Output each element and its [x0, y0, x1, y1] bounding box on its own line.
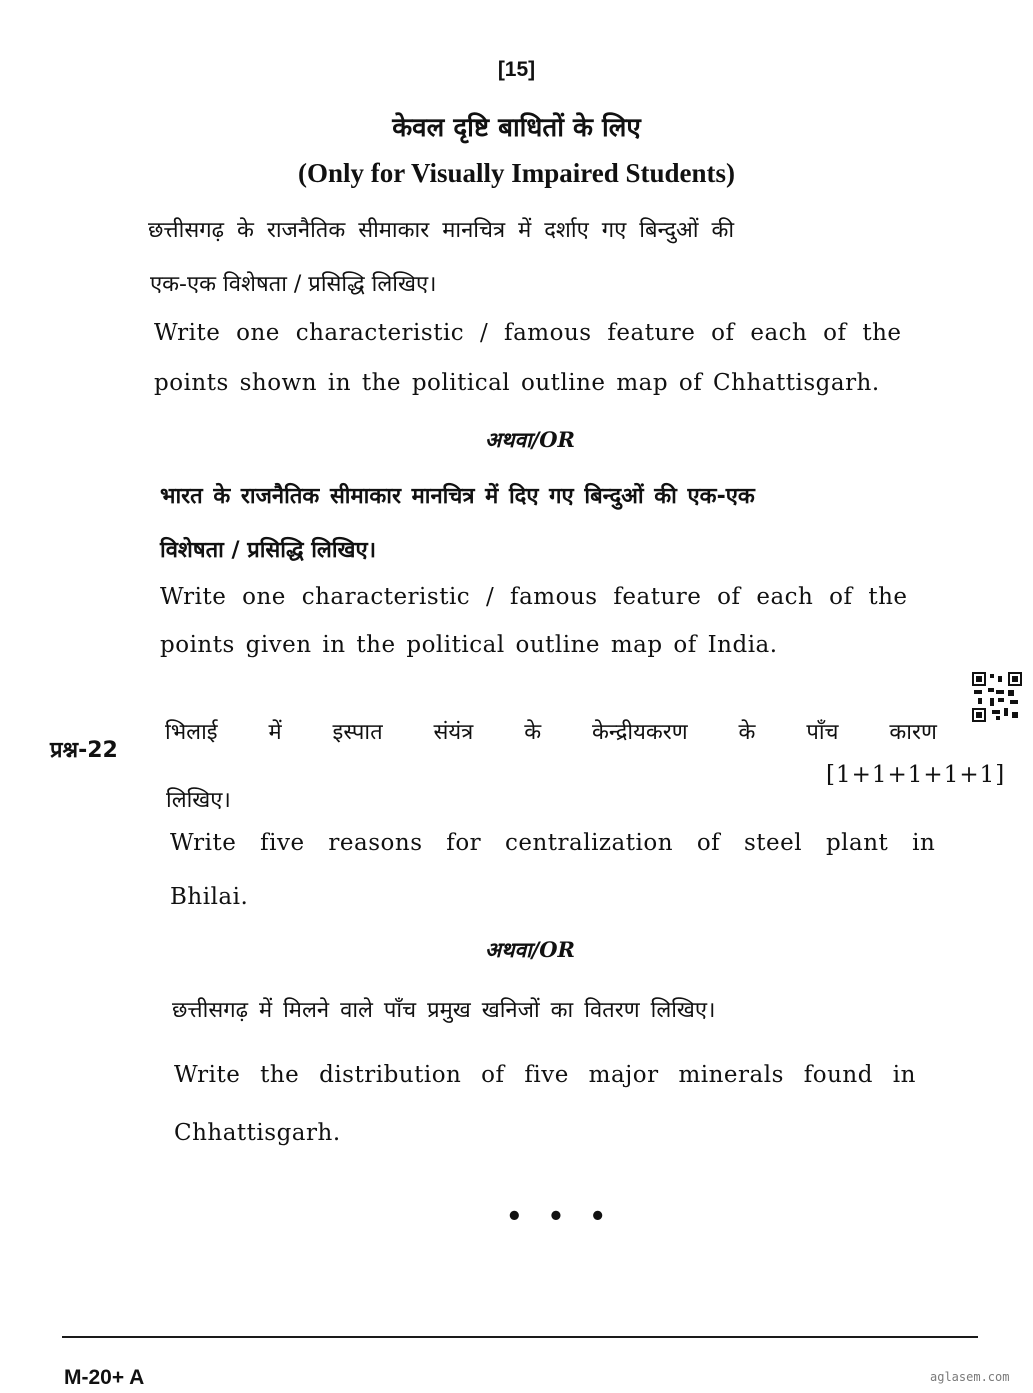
q21-alt-english-line-2: points given in the political outline map of India.: [160, 632, 778, 658]
qr-code-icon: [972, 672, 1022, 722]
q22-word: इस्पात: [332, 720, 383, 745]
q21-english-line-2: points shown in the political outline map of Chhattisgarh.: [154, 370, 880, 396]
marks-distribution: [1+1+1+1+1]: [826, 762, 1006, 788]
or-separator-2: अथवा/OR: [485, 937, 575, 962]
q22-word: भिलाई: [165, 720, 218, 745]
q22-hindi-line-2: लिखिए।: [166, 788, 231, 813]
q22-word: केन्द्रीयकरण: [592, 720, 688, 745]
q22-english-line-2: Bhilai.: [170, 884, 249, 910]
end-of-paper-marker: • • •: [506, 1202, 614, 1232]
q22-word: के: [524, 720, 542, 745]
q21-english-line-1: Write one characteristic / famous feature of each of the: [154, 320, 902, 346]
page-number: [15]: [497, 58, 536, 81]
q22-english-line-1: Write five reasons for centralization of steel plant in: [170, 830, 936, 856]
paper-code: M-20+ A: [64, 1366, 145, 1389]
q22-alt-english-line-2: Chhattisgarh.: [174, 1120, 341, 1146]
q21-alt-hindi-line-1: भारत के राजनैतिक सीमाकार मानचित्र में दिए गए बिन्दुओं की एक-एक: [160, 484, 755, 509]
q21-alt-english-line-1: Write one characteristic / famous feature of each of the: [160, 584, 908, 610]
q22-alt-english-line-1: Write the distribution of five major minerals found in: [174, 1062, 916, 1088]
q22-hindi-line-1: [165, 716, 937, 746]
footer-rule: [62, 1336, 978, 1338]
q21-hindi-line-1: छत्तीसगढ़ के राजनैतिक सीमाकार मानचित्र में दर्शाए गए बिन्दुओं की: [148, 218, 735, 243]
q21-hindi-line-2: एक-एक विशेषता / प्रसिद्धि लिखिए।: [150, 272, 437, 297]
watermark: aglasem.com: [930, 1370, 1010, 1384]
section-heading-hindi: केवल दृष्टि बाधितों के लिए: [392, 113, 641, 143]
q22-alt-hindi-line-1: छत्तीसगढ़ में मिलने वाले पाँच प्रमुख खनिजों का वितरण लिखिए।: [172, 998, 716, 1023]
q22-word: संयंत्र: [433, 720, 474, 745]
q22-word: के: [738, 720, 756, 745]
q22-word: कारण: [889, 720, 937, 745]
q21-alt-hindi-line-2: विशेषता / प्रसिद्धि लिखिए।: [160, 538, 377, 563]
section-heading-english: (Only for Visually Impaired Students): [297, 158, 736, 188]
q22-word: में: [268, 720, 282, 745]
question-22-label: प्रश्न-22: [50, 738, 118, 763]
or-separator-1: अथवा/OR: [485, 427, 575, 452]
q22-word: पाँच: [806, 720, 839, 745]
